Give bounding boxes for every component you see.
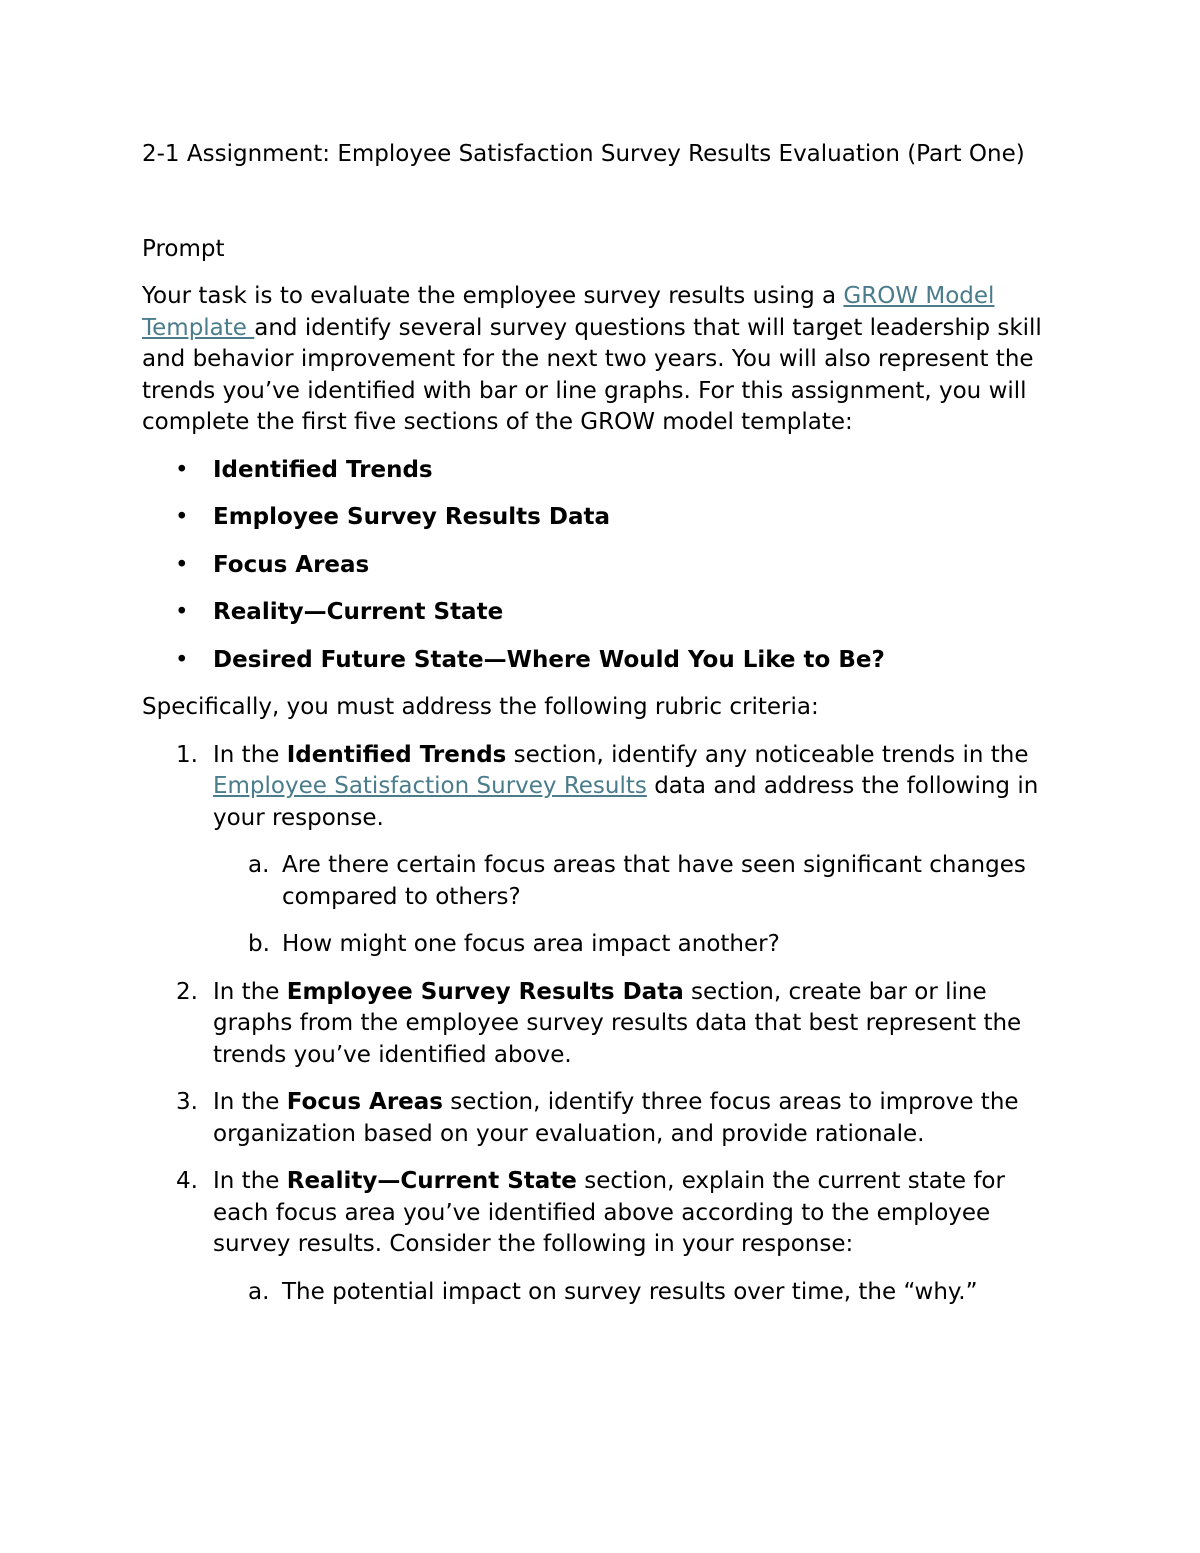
template-sections-list [142, 455, 1047, 677]
intro-paragraph [142, 281, 1047, 439]
bullet-icon: • [175, 599, 189, 625]
criterion-text-tail: section, create bar or line graphs from the employee survey results data that best represent the trends you’ve identified above. [213, 978, 1022, 1068]
criterion-subitems [213, 1277, 1047, 1309]
criterion-number: 4. [176, 1168, 198, 1194]
subitem-text: How might one focus area impact another? [282, 931, 780, 957]
criterion-number: 1. [176, 741, 198, 768]
subitem-letter: b. [248, 931, 270, 957]
subitem-letter: a. [248, 1278, 270, 1305]
criterion-lead: In the [213, 1168, 287, 1194]
criterion-section-name: Employee Survey Results Data [286, 978, 684, 1005]
section-label: Reality—Current State [213, 599, 504, 625]
subitem [213, 929, 1047, 961]
list-item [142, 645, 1047, 677]
bullet-icon: • [175, 504, 189, 530]
subitem-text: Are there certain focus areas that have seen significant changes compared to others? [282, 852, 1026, 910]
section-label: Employee Survey Results Data [213, 504, 610, 530]
section-label: Identified Trends [213, 456, 433, 483]
criterion-subitems [213, 850, 1047, 961]
criteria-intro: Specifically, you must address the following rubric criteria: [142, 694, 819, 720]
criterion-lead: In the [213, 978, 287, 1005]
criterion-lead: In the [213, 741, 287, 768]
bullet-icon: • [175, 551, 189, 578]
criterion-item [142, 1166, 1047, 1308]
criterion-section-name: Reality—Current State [286, 1168, 577, 1194]
list-item [142, 502, 1047, 534]
criterion-number: 2. [176, 978, 198, 1005]
criterion-text-tail: section, explain the current state for each focus area you’ve identified above according to the employee survey results. Consider the following in your response: [213, 1168, 1005, 1257]
criterion-text-tail: section, identify three focus areas to improve the organization based on your evaluation, and provide rationale. [213, 1089, 1019, 1147]
rubric-criteria-list [142, 740, 1047, 1309]
subitem [213, 1277, 1047, 1309]
criterion-section-name: Focus Areas [286, 1089, 443, 1115]
criterion-lead: In the [213, 1089, 287, 1115]
criterion-section-name: Identified Trends [286, 741, 507, 768]
survey-results-link[interactable]: Employee Satisfaction Survey Results [213, 773, 647, 799]
intro-text-after-link: and identify several survey questions that will target leadership skill and behavior improvement for the next two years. You will also represent the trends you’ve identified with bar or line graphs. For this assignment, you will complete the first five sections of the GROW model template: [142, 314, 1042, 435]
criterion-number: 3. [176, 1089, 198, 1115]
document-body [142, 281, 1047, 1308]
subitem [213, 850, 1047, 913]
criterion-item [142, 1087, 1047, 1150]
section-label: Desired Future State—Where Would You Like to Be? [213, 646, 885, 673]
section-label: Focus Areas [213, 551, 370, 578]
criterion-item [142, 977, 1047, 1072]
criterion-text: section, identify any noticeable trends in the [506, 741, 1029, 768]
list-item [142, 455, 1047, 487]
subitem-letter: a. [248, 852, 270, 878]
list-item [142, 550, 1047, 582]
criterion-item [142, 740, 1047, 961]
bullet-icon: • [175, 646, 189, 673]
prompt-heading: Prompt [142, 236, 225, 262]
grow-model-template-link[interactable]: GROW Model Template [142, 283, 995, 341]
bullet-icon: • [175, 456, 189, 483]
criterion-text-tail: data and address the following in your response. [213, 773, 1039, 831]
list-item [142, 597, 1047, 629]
intro-text-before-link: Your task is to evaluate the employee survey results using a [142, 283, 844, 309]
subitem-text: The potential impact on survey results over time, the “why.” [282, 1278, 978, 1305]
document-title: 2-1 Assignment: Employee Satisfaction Survey Results Evaluation (Part One) [142, 141, 1025, 167]
